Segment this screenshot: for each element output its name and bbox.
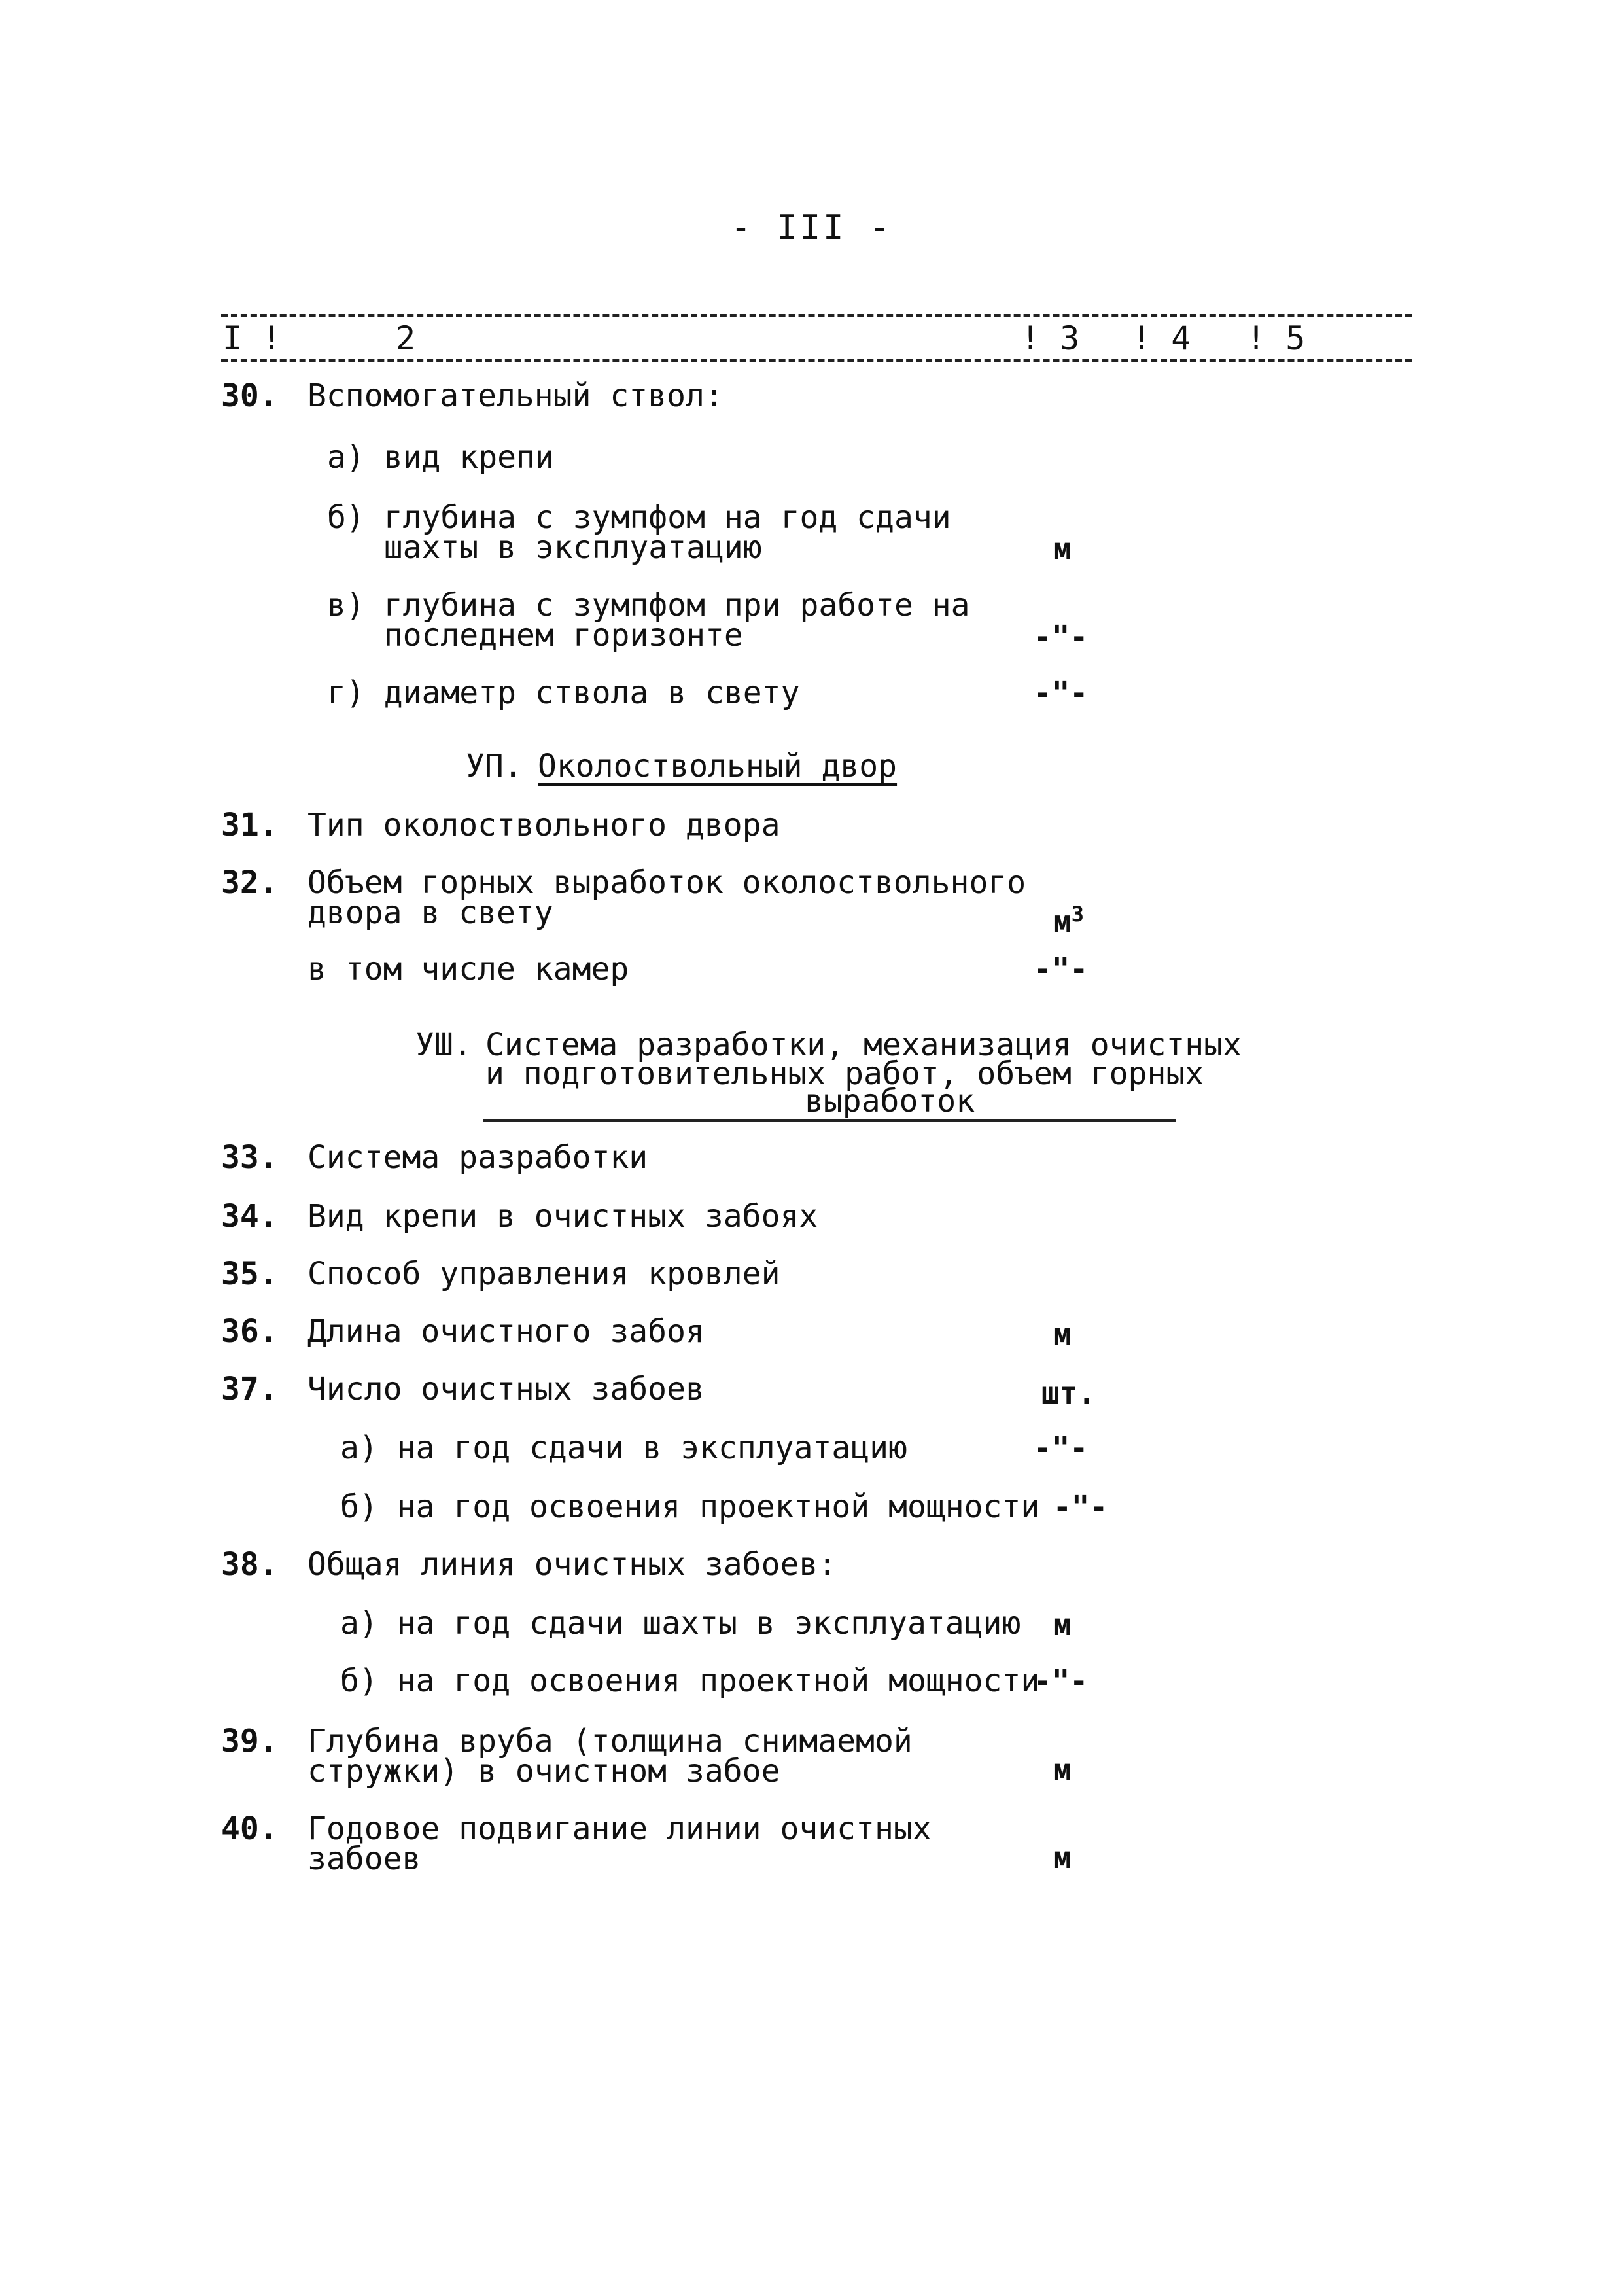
subitem-text: а) вид крепи [327, 439, 554, 476]
unit-value: шт. [1041, 1375, 1096, 1411]
section-title-line2: и подготовительных работ, объем горных [485, 1055, 1204, 1092]
item-text: Длина очистного забоя [307, 1313, 705, 1350]
subitem-text: а) на год сдачи шахты в эксплуатацию [340, 1605, 1021, 1642]
page-number: - III - [730, 208, 893, 247]
section-title-line3: выработок [805, 1083, 975, 1120]
item-number: 30. [221, 378, 278, 414]
unit-value: -"- [1034, 675, 1089, 711]
subitem-text: г) диаметр ствола в свету [327, 675, 800, 711]
unit-value: м [1053, 1607, 1072, 1642]
subitem-text: б) глубина с зумпфом на год сдачи шахты в эксплуатацию [327, 499, 951, 566]
item-number: 34. [221, 1198, 278, 1235]
unit-value: -"- [1034, 1430, 1089, 1466]
col1-header: I ! [222, 319, 282, 357]
subitem-text: в) глубина с зумпфом при работе на последнем горизонте [327, 587, 970, 654]
item-number: 37. [221, 1371, 278, 1407]
unit-value: м [1053, 1752, 1072, 1788]
col4-header: ! 4 [1132, 319, 1191, 357]
item-text: Годовое подвигание линии очистных забоев [307, 1810, 932, 1877]
section-title: Околоствольный двор [538, 748, 898, 785]
section-roman: УШ. [415, 1027, 472, 1063]
unit-value: $м^3$ [1053, 902, 1084, 940]
item-number: 35. [221, 1256, 278, 1292]
subitem-text: б) на год освоения проектной мощности [340, 1663, 1040, 1699]
col2-header: 2 [396, 319, 416, 357]
item-number: 40. [221, 1810, 278, 1847]
section-underline [483, 1119, 1176, 1122]
item-number: 36. [221, 1313, 278, 1350]
unit-value: -"- [1034, 1663, 1089, 1699]
col5-header: ! 5 [1246, 319, 1306, 357]
section-roman: УП. [466, 748, 523, 785]
unit-value: -"- [1034, 619, 1089, 654]
subitem-text: а) на год сдачи в эксплуатацию [340, 1430, 907, 1466]
unit-value: -"- [1034, 951, 1089, 987]
header-bottom-dashes [221, 359, 1412, 362]
item-number: 32. [221, 864, 278, 901]
item-text: Глубина вруба (толщина снимаемой стружки) в очистном забое [307, 1723, 913, 1790]
item-number: 38. [221, 1546, 278, 1583]
unit-value: м [1053, 531, 1072, 567]
item-text: Система разработки [307, 1139, 648, 1176]
item-text: Способ управления кровлей [307, 1256, 780, 1292]
unit-value: м [1053, 1840, 1072, 1875]
item-text: Вид крепи в очистных забоях [307, 1198, 818, 1235]
item-text: Объем горных выработок околоствольного двора в свету [307, 864, 1026, 931]
item-text: Вспомогательный ствол: [307, 378, 724, 414]
subitem-text: в том числе камер [307, 951, 629, 987]
item-number: 39. [221, 1723, 278, 1759]
item-text: Тип околоствольного двора [307, 807, 780, 843]
unit-value: м [1053, 1316, 1072, 1352]
item-text: Общая линия очистных забоев: [307, 1546, 837, 1583]
item-number: 33. [221, 1139, 278, 1176]
subitem-text: б) на год освоения проектной мощности [340, 1489, 1040, 1525]
header-top-dashes [221, 314, 1412, 317]
item-text: Число очистных забоев [307, 1371, 705, 1407]
col3-header: ! 3 [1021, 319, 1080, 357]
item-number: 31. [221, 807, 278, 843]
section-title-line1: Система разработки, механизация очистных [485, 1027, 1242, 1063]
unit-value: -"- [1053, 1489, 1108, 1525]
